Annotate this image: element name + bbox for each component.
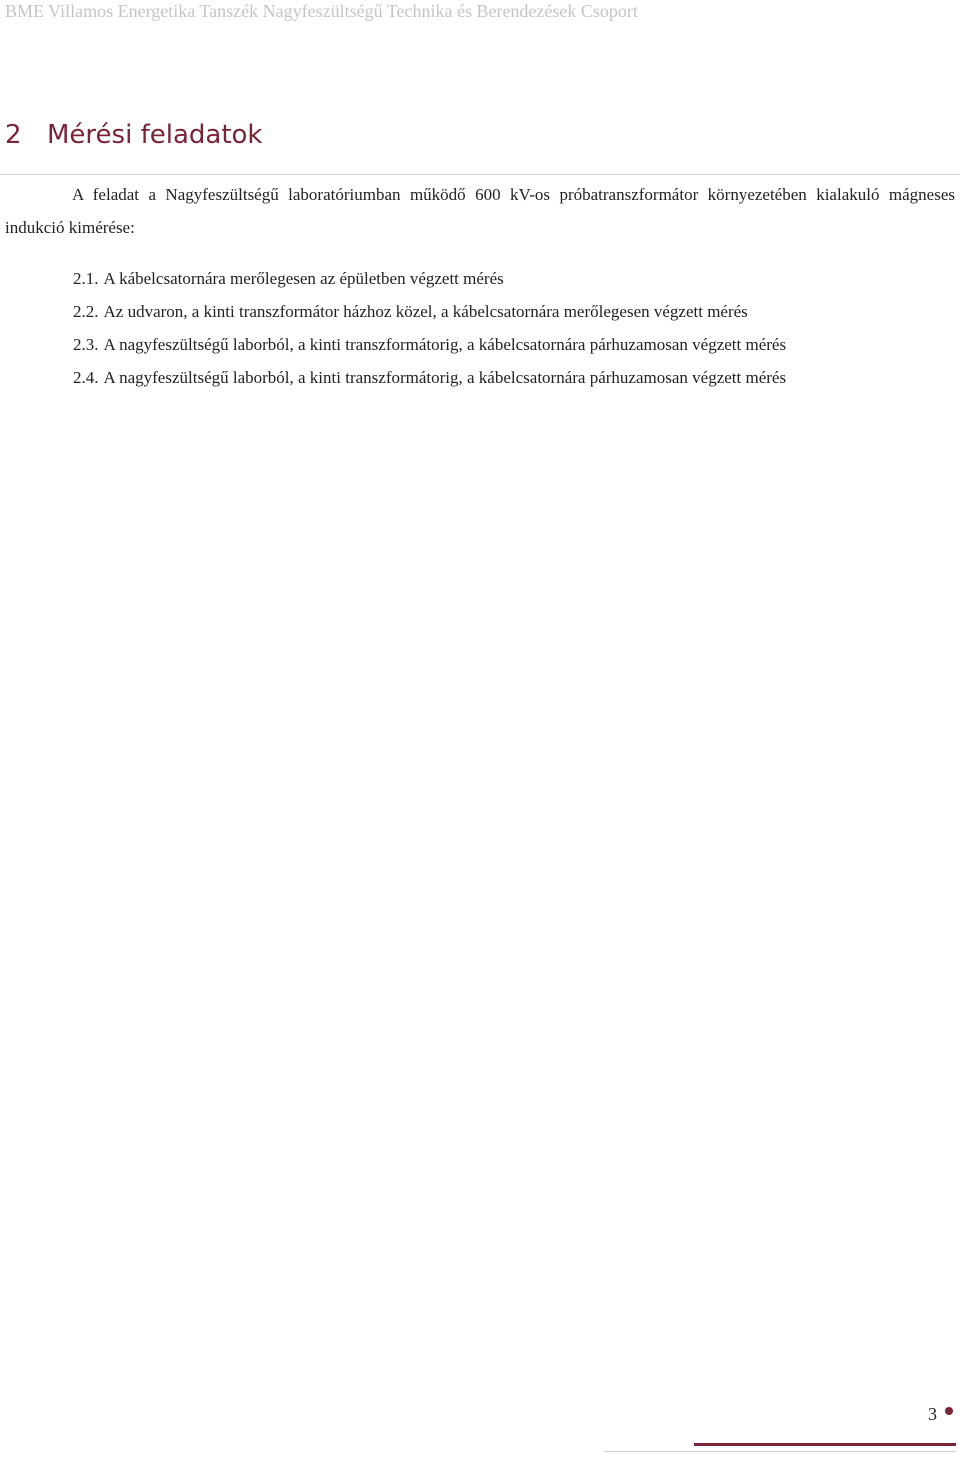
heading-divider [0, 174, 960, 175]
footer-accent-rule [694, 1443, 956, 1446]
task-number: 2.4. [73, 368, 99, 387]
section-title: Mérési feladatok [47, 120, 263, 150]
page-number: 3 [928, 1404, 937, 1424]
task-item [73, 295, 786, 328]
footer-rule [604, 1451, 956, 1452]
task-text: A kábelcsatornára merőlegesen az épületben végzett mérés [103, 269, 504, 288]
task-text: A nagyfeszültségű laborból, a kinti transzformátorig, a kábelcsatornára párhuzamosan végzett mérés [103, 335, 787, 354]
page-dot-icon [945, 1407, 953, 1415]
task-number: 2.2. [73, 302, 99, 321]
task-number: 2.3. [73, 335, 99, 354]
intro-paragraph: A feladat a Nagyfeszültségű laboratóriumban működő 600 kV-os próbatranszformátor környezetében kialakuló mágneses indukció kimérése: [5, 185, 955, 237]
task-item [73, 328, 786, 361]
task-number: 2.1. [73, 269, 99, 288]
task-item [73, 262, 786, 295]
task-item [73, 361, 786, 394]
task-text: Az udvaron, a kinti transzformátor házhoz közel, a kábelcsatornára merőlegesen végzett mérés [103, 302, 748, 321]
section-heading [5, 118, 262, 152]
task-text: A nagyfeszültségű laborból, a kinti transzformátorig, a kábelcsatornára párhuzamosan végzett mérés [103, 368, 787, 387]
task-list [73, 262, 786, 394]
section-number: 2 [5, 120, 22, 150]
running-header: BME Villamos Energetika Tanszék Nagyfeszültségű Technika és Berendezések Csoport [5, 1, 638, 21]
